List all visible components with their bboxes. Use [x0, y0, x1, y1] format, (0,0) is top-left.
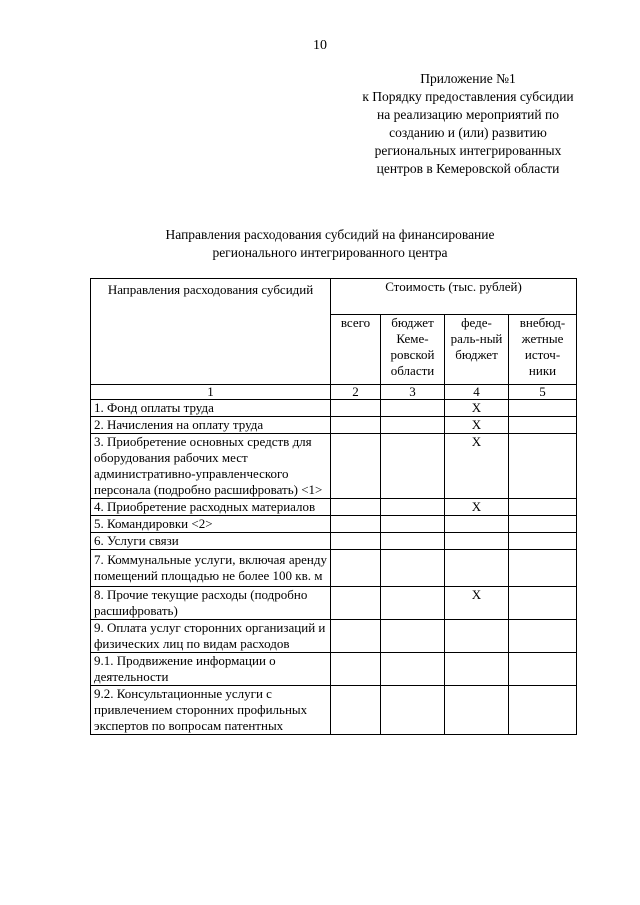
row-name: 7. Коммунальные услуги, включая аренду помещений площадью не более 100 кв. м — [91, 550, 331, 587]
table-row — [91, 499, 577, 516]
cell-total — [331, 400, 381, 417]
cell-extra — [509, 550, 577, 587]
cell-total — [331, 417, 381, 434]
row-name: 8. Прочие текущие расходы (подробно расшифровать) — [91, 587, 331, 620]
header-extrabudgetary: внебюд-жетные источ-ники — [509, 315, 577, 385]
header-cost: Стоимость (тыс. рублей) — [331, 279, 577, 315]
cell-extra — [509, 499, 577, 516]
cell-federal: X — [445, 587, 509, 620]
heading-line: регионального интегрированного центра — [212, 245, 448, 260]
row-name: 9.2. Консультационные услуги с привлечением сторонних профильных экспертов по вопросам патентных — [91, 686, 331, 735]
cell-regional — [381, 653, 445, 686]
row-name: 9.1. Продвижение информации о деятельности — [91, 653, 331, 686]
cell-extra — [509, 653, 577, 686]
table-row — [91, 400, 577, 417]
cell-regional — [381, 499, 445, 516]
cell-regional — [381, 400, 445, 417]
column-number: 5 — [509, 385, 577, 400]
cell-federal: X — [445, 417, 509, 434]
header-federal-budget: феде-раль-ный бюджет — [445, 315, 509, 385]
cell-extra — [509, 516, 577, 533]
appendix-note — [318, 70, 618, 178]
cell-total — [331, 550, 381, 587]
cell-regional — [381, 550, 445, 587]
table-row — [91, 516, 577, 533]
cell-regional — [381, 434, 445, 499]
table-row — [91, 686, 577, 735]
table-row — [91, 653, 577, 686]
cell-regional — [381, 417, 445, 434]
appendix-line: центров в Кемеровской области — [376, 161, 560, 176]
cell-total — [331, 499, 381, 516]
cell-federal — [445, 550, 509, 587]
cell-federal — [445, 620, 509, 653]
row-name: 4. Приобретение расходных материалов — [91, 499, 331, 516]
appendix-line: созданию и (или) развитию — [389, 125, 547, 140]
row-name: 1. Фонд оплаты труда — [91, 400, 331, 417]
cell-total — [331, 653, 381, 686]
table-row — [91, 434, 577, 499]
cell-federal — [445, 686, 509, 735]
column-number: 3 — [381, 385, 445, 400]
table-row — [91, 587, 577, 620]
table-row — [91, 550, 577, 587]
cell-extra — [509, 620, 577, 653]
appendix-line: региональных интегрированных — [374, 143, 562, 158]
cell-extra — [509, 417, 577, 434]
cell-total — [331, 686, 381, 735]
cell-extra — [509, 434, 577, 499]
appendix-line: к Порядку предоставления субсидии — [362, 89, 574, 104]
table-row — [91, 417, 577, 434]
cell-federal — [445, 516, 509, 533]
table-row — [91, 620, 577, 653]
row-name: 6. Услуги связи — [91, 533, 331, 550]
expense-table — [90, 278, 577, 735]
row-name: 5. Командировки <2> — [91, 516, 331, 533]
cell-regional — [381, 587, 445, 620]
column-number: 2 — [331, 385, 381, 400]
cell-total — [331, 533, 381, 550]
cell-extra — [509, 587, 577, 620]
cell-extra — [509, 686, 577, 735]
cell-federal — [445, 653, 509, 686]
table-heading — [90, 226, 570, 262]
table-row — [91, 533, 577, 550]
header-directions: Направления расходования субсидий — [91, 279, 331, 385]
cell-federal — [445, 533, 509, 550]
cell-regional — [381, 516, 445, 533]
header-regional-budget: бюджет Кеме-ровской области — [381, 315, 445, 385]
row-name: 9. Оплата услуг сторонних организаций и физических лиц по видам расходов — [91, 620, 331, 653]
cell-regional — [381, 620, 445, 653]
cell-federal: X — [445, 499, 509, 516]
cell-total — [331, 434, 381, 499]
cell-total — [331, 516, 381, 533]
cell-regional — [381, 533, 445, 550]
row-name: 3. Приобретение основных средств для оборудования рабочих мест административно-управленческого персонала (подробно расшифровать) <1> — [91, 434, 331, 499]
cell-extra — [509, 400, 577, 417]
appendix-line: на реализацию мероприятий по — [377, 107, 559, 122]
cell-federal: X — [445, 400, 509, 417]
appendix-line: Приложение №1 — [420, 71, 516, 86]
header-total: всего — [331, 315, 381, 385]
cell-extra — [509, 533, 577, 550]
heading-line: Направления расходования субсидий на финансирование — [165, 227, 495, 242]
cell-regional — [381, 686, 445, 735]
page-number: 10 — [313, 38, 327, 53]
row-name: 2. Начисления на оплату труда — [91, 417, 331, 434]
column-number: 4 — [445, 385, 509, 400]
cell-total — [331, 620, 381, 653]
cell-total — [331, 587, 381, 620]
cell-federal: X — [445, 434, 509, 499]
column-number: 1 — [91, 385, 331, 400]
